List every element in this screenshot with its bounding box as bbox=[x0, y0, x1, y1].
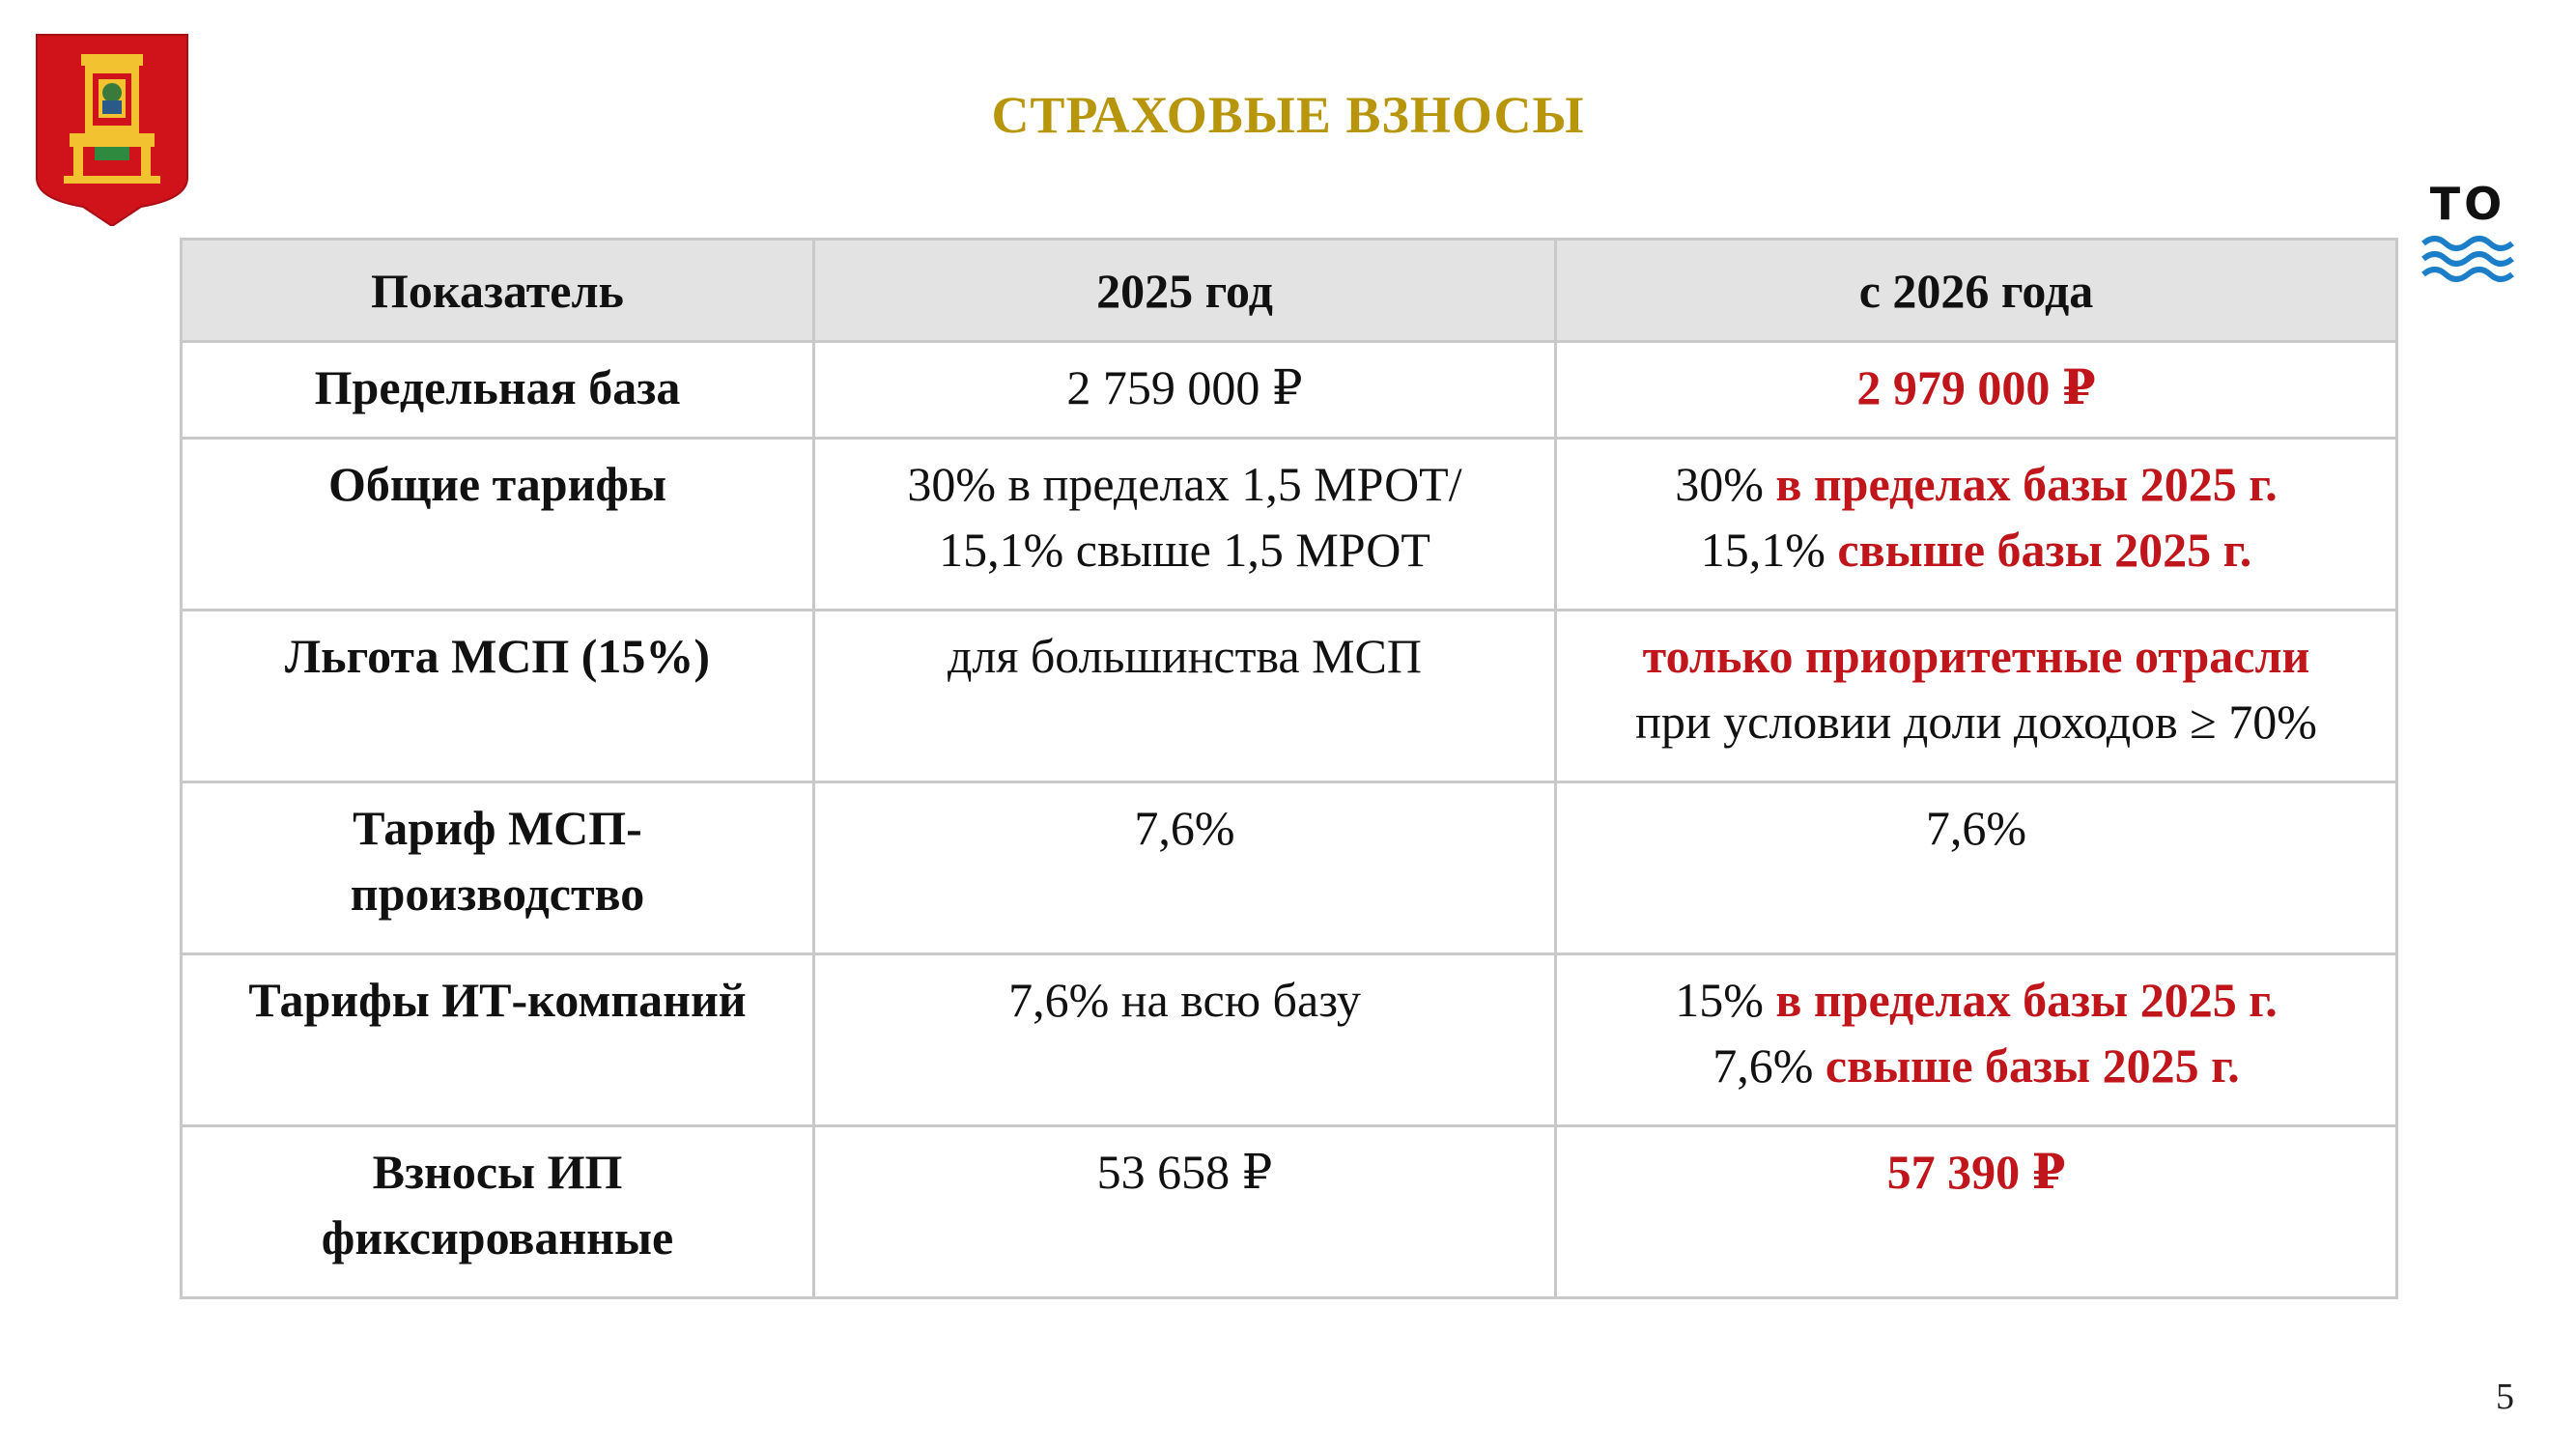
row-label-line: фиксированные bbox=[321, 1210, 674, 1264]
row-label bbox=[182, 611, 814, 782]
value-2026-text: 15,1% bbox=[1700, 523, 1838, 577]
value-2026-line bbox=[1567, 355, 2386, 420]
row-label-line: Предельная база bbox=[314, 360, 681, 414]
page-number: 5 bbox=[2496, 1377, 2514, 1417]
value-2025-line: 30% в пределах 1,5 МРОТ/ bbox=[907, 457, 1462, 511]
value-2026-text: 7,6% bbox=[1925, 801, 2027, 855]
value-2026-line bbox=[1567, 795, 2386, 861]
value-2026-emphasis: в пределах базы 2025 г. bbox=[1775, 457, 2278, 511]
value-2025-line: 15,1% свыше 1,5 МРОТ bbox=[939, 523, 1430, 577]
row-label-line: производство bbox=[350, 867, 645, 921]
row-label bbox=[182, 342, 814, 439]
row-label bbox=[182, 1126, 814, 1298]
value-2026-emphasis: свыше базы 2025 г. bbox=[1825, 1038, 2240, 1093]
insurance-contributions-table bbox=[180, 238, 2398, 1299]
table-header-row bbox=[182, 240, 2397, 342]
value-2026-text: 15% bbox=[1675, 973, 1776, 1027]
row-label bbox=[182, 439, 814, 611]
table-row bbox=[182, 954, 2397, 1126]
value-2025-line: 2 759 000 ₽ bbox=[1066, 360, 1303, 414]
row-label-line: Тарифы ИТ-компаний bbox=[248, 973, 747, 1027]
table-row bbox=[182, 1126, 2397, 1298]
table-row bbox=[182, 782, 2397, 954]
value-2026-line bbox=[1567, 1033, 2386, 1098]
page-title: СТРАХОВЫЕ ВЗНОСЫ bbox=[991, 86, 1585, 144]
value-2026 bbox=[1556, 782, 2397, 954]
value-2026 bbox=[1556, 1126, 2397, 1298]
row-label-line: Тариф МСП- bbox=[353, 801, 642, 855]
value-2025-line: 53 658 ₽ bbox=[1096, 1145, 1273, 1199]
table-row bbox=[182, 611, 2397, 782]
value-2025 bbox=[814, 611, 1556, 782]
brand-logo bbox=[2420, 178, 2516, 298]
value-2026-line bbox=[1567, 967, 2386, 1033]
value-2025 bbox=[814, 1126, 1556, 1298]
value-2025 bbox=[814, 342, 1556, 439]
value-2025 bbox=[814, 439, 1556, 611]
value-2026-text: 7,6% bbox=[1713, 1038, 1826, 1093]
table-row bbox=[182, 342, 2397, 439]
value-2026-text: при условии доли доходов ≥ 70% bbox=[1635, 695, 2317, 749]
value-2026-line bbox=[1567, 689, 2386, 754]
column-header-2025: 2025 год bbox=[814, 240, 1556, 342]
value-2026-emphasis: только приоритетные отрасли bbox=[1642, 629, 2310, 683]
value-2026-line bbox=[1567, 1139, 2386, 1205]
value-2025-line: 7,6% на всю базу bbox=[1008, 973, 1361, 1027]
value-2026-emphasis: в пределах базы 2025 г. bbox=[1775, 973, 2278, 1027]
value-2025 bbox=[814, 954, 1556, 1126]
row-label-line: Льгота МСП (15%) bbox=[284, 629, 711, 683]
table-row bbox=[182, 439, 2397, 611]
value-2026-line bbox=[1567, 623, 2386, 689]
value-2025 bbox=[814, 782, 1556, 954]
column-header-2026: с 2026 года bbox=[1556, 240, 2397, 342]
value-2026 bbox=[1556, 439, 2397, 611]
row-label bbox=[182, 954, 814, 1126]
column-header-indicator: Показатель bbox=[182, 240, 814, 342]
value-2026-emphasis: 2 979 000 ₽ bbox=[1856, 360, 2096, 414]
value-2025-line: для большинства МСП bbox=[947, 629, 1423, 683]
value-2026-emphasis: свыше базы 2025 г. bbox=[1837, 523, 2252, 577]
value-2026-emphasis: 57 390 ₽ bbox=[1886, 1145, 2066, 1199]
row-label bbox=[182, 782, 814, 954]
brand-text: ТО bbox=[2429, 178, 2506, 230]
row-label-line: Взносы ИП bbox=[372, 1145, 623, 1199]
value-2025-line: 7,6% bbox=[1134, 801, 1235, 855]
value-2026-line bbox=[1567, 451, 2386, 517]
value-2026 bbox=[1556, 342, 2397, 439]
waves-icon bbox=[2420, 234, 2516, 292]
value-2026-text: 30% bbox=[1675, 457, 1776, 511]
value-2026 bbox=[1556, 954, 2397, 1126]
value-2026 bbox=[1556, 611, 2397, 782]
row-label-line: Общие тарифы bbox=[327, 457, 667, 511]
value-2026-line bbox=[1567, 517, 2386, 582]
